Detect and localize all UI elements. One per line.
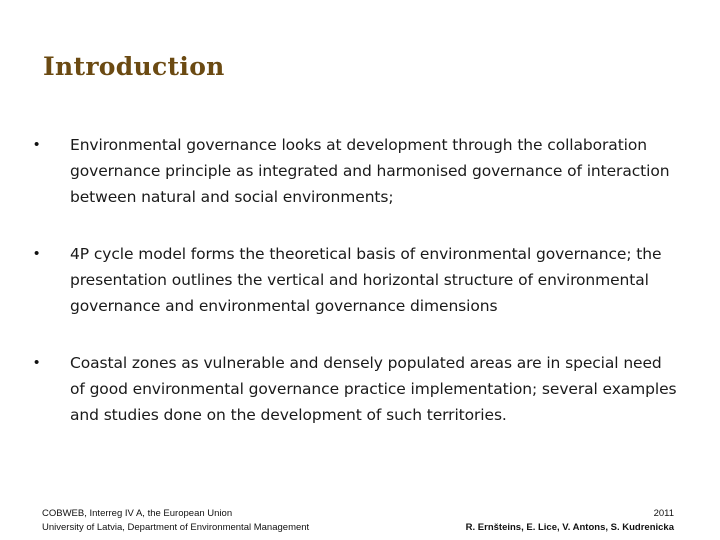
bullet-item [28, 132, 678, 210]
bullet-item [28, 241, 678, 319]
footer-project-info [42, 507, 309, 535]
bullet-marker: • [34, 136, 40, 153]
footer-credits [466, 507, 674, 535]
footer-project-line: COBWEB, Interreg IV A, the European Union [42, 508, 233, 519]
footer-university-line: University of Latvia, Department of Environmental Management [42, 522, 310, 533]
footer-year: 2011 [653, 508, 674, 519]
bullet-list [28, 132, 678, 459]
bullet-marker: • [34, 354, 40, 371]
bullet-text: Coastal zones as vulnerable and densely populated areas are in special need of good environmental governance practice implementation; several examples and studies done on the development of such territories. [70, 354, 677, 424]
bullet-item [28, 350, 678, 428]
bullet-marker: • [34, 245, 40, 262]
bullet-text: 4P cycle model forms the theoretical basis of environmental governance; the presentation outlines the vertical and horizontal structure of environmental governance and environmental governance dimensions [70, 245, 662, 315]
footer-authors: R. Ernšteins, E. Lice, V. Antons, S. Kudrenicka [465, 522, 674, 533]
slide-title: Introduction [43, 52, 225, 81]
bullet-text: Environmental governance looks at development through the collaboration governance principle as integrated and harmonised governance of interaction between natural and social environments; [70, 136, 670, 206]
